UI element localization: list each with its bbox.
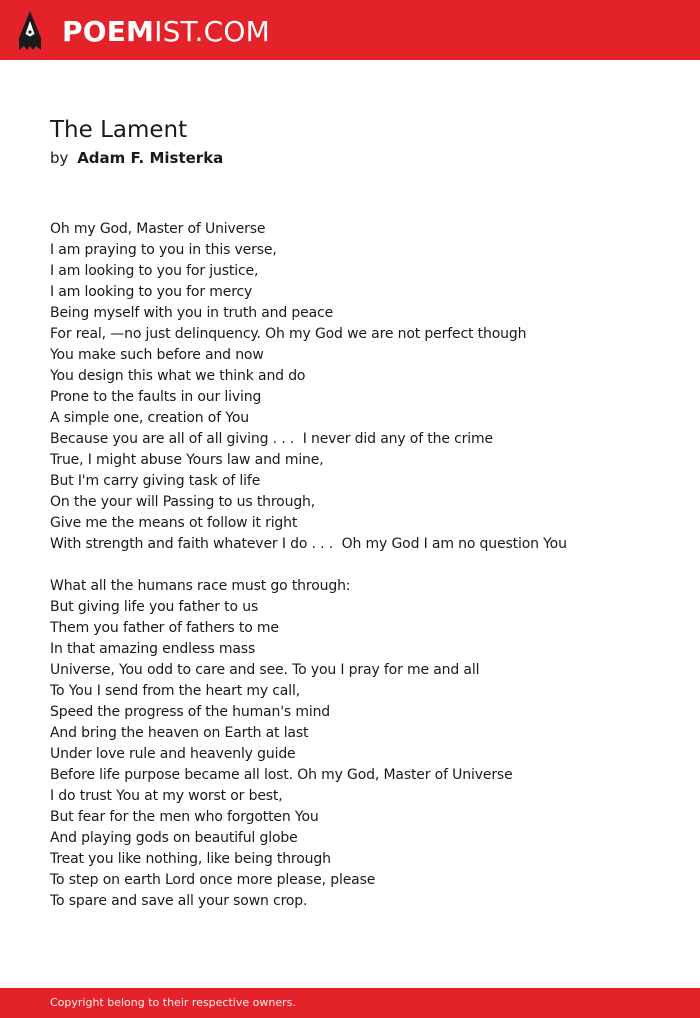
- poem-line: On the your will Passing to us through,: [50, 494, 316, 510]
- pen-nib-icon: [18, 10, 42, 52]
- poem-line: What all the humans race must go through:: [50, 578, 351, 594]
- poem-title: The Lament: [50, 117, 188, 143]
- poem-line: To step on earth Lord once more please, please: [50, 872, 376, 888]
- copyright-notice: Copyright belong to their respective owners.: [50, 996, 296, 1009]
- poem-byline: [50, 149, 223, 167]
- poem-line: Treat you like nothing, like being through: [50, 851, 331, 867]
- poem-stanza: [50, 219, 670, 555]
- poem-line: You design this what we think and do: [50, 368, 306, 384]
- poem-line: Because you are all of all giving . . . I never did any of the crime: [50, 431, 493, 447]
- poem-line: I am praying to you in this verse,: [50, 242, 277, 258]
- logo-bold-text: POEM: [62, 15, 155, 48]
- site-logo[interactable]: [18, 10, 270, 52]
- poem-line: Being myself with you in truth and peace: [50, 305, 334, 321]
- poem-line: In that amazing endless mass: [50, 641, 256, 657]
- poem-line: To spare and save all your sown crop.: [50, 893, 308, 909]
- poem-line: Them you father of fathers to me: [50, 620, 279, 636]
- logo-wordmark: [62, 15, 270, 48]
- poem-line: And bring the heaven on Earth at last: [50, 725, 309, 741]
- poem-line: With strength and faith whatever I do . . . Oh my God I am no question You: [50, 536, 567, 552]
- poem-line: Before life purpose became all lost. Oh my God, Master of Universe: [50, 767, 513, 783]
- poem-line: True, I might abuse Yours law and mine,: [50, 452, 324, 468]
- poem-line: But giving life you father to us: [50, 599, 259, 615]
- poem-line: To You I send from the heart my call,: [50, 683, 301, 699]
- author-name[interactable]: Adam F. Misterka: [77, 149, 224, 167]
- poem-line: You make such before and now: [50, 347, 264, 363]
- poem-line: Prone to the faults in our living: [50, 389, 262, 405]
- site-header: [0, 0, 700, 60]
- poem-line: But I'm carry giving task of life: [50, 473, 261, 489]
- poem-line: For real, —no just delinquency. Oh my God we are not perfect though: [50, 326, 527, 342]
- poem-line: Oh my God, Master of Universe: [50, 221, 266, 237]
- poem-line: Universe, You odd to care and see. To you I pray for me and all: [50, 662, 480, 678]
- poem-line: I am looking to you for justice,: [50, 263, 259, 279]
- stanza-gap: [50, 555, 670, 576]
- poem-body: [50, 219, 670, 912]
- logo-light-text: IST.COM: [154, 15, 270, 48]
- site-footer: [0, 988, 700, 1018]
- poem-line: I am looking to you for mercy: [50, 284, 253, 300]
- poem-line: But fear for the men who forgotten You: [50, 809, 319, 825]
- poem-line: Speed the progress of the human's mind: [50, 704, 331, 720]
- by-label: by: [50, 149, 69, 167]
- poem-line: Give me the means ot follow it right: [50, 515, 298, 531]
- poem-stanza: [50, 576, 670, 912]
- poem-line: I do trust You at my worst or best,: [50, 788, 283, 804]
- poem-line: A simple one, creation of You: [50, 410, 249, 426]
- poem-line: And playing gods on beautiful globe: [50, 830, 298, 846]
- poem-line: Under love rule and heavenly guide: [50, 746, 296, 762]
